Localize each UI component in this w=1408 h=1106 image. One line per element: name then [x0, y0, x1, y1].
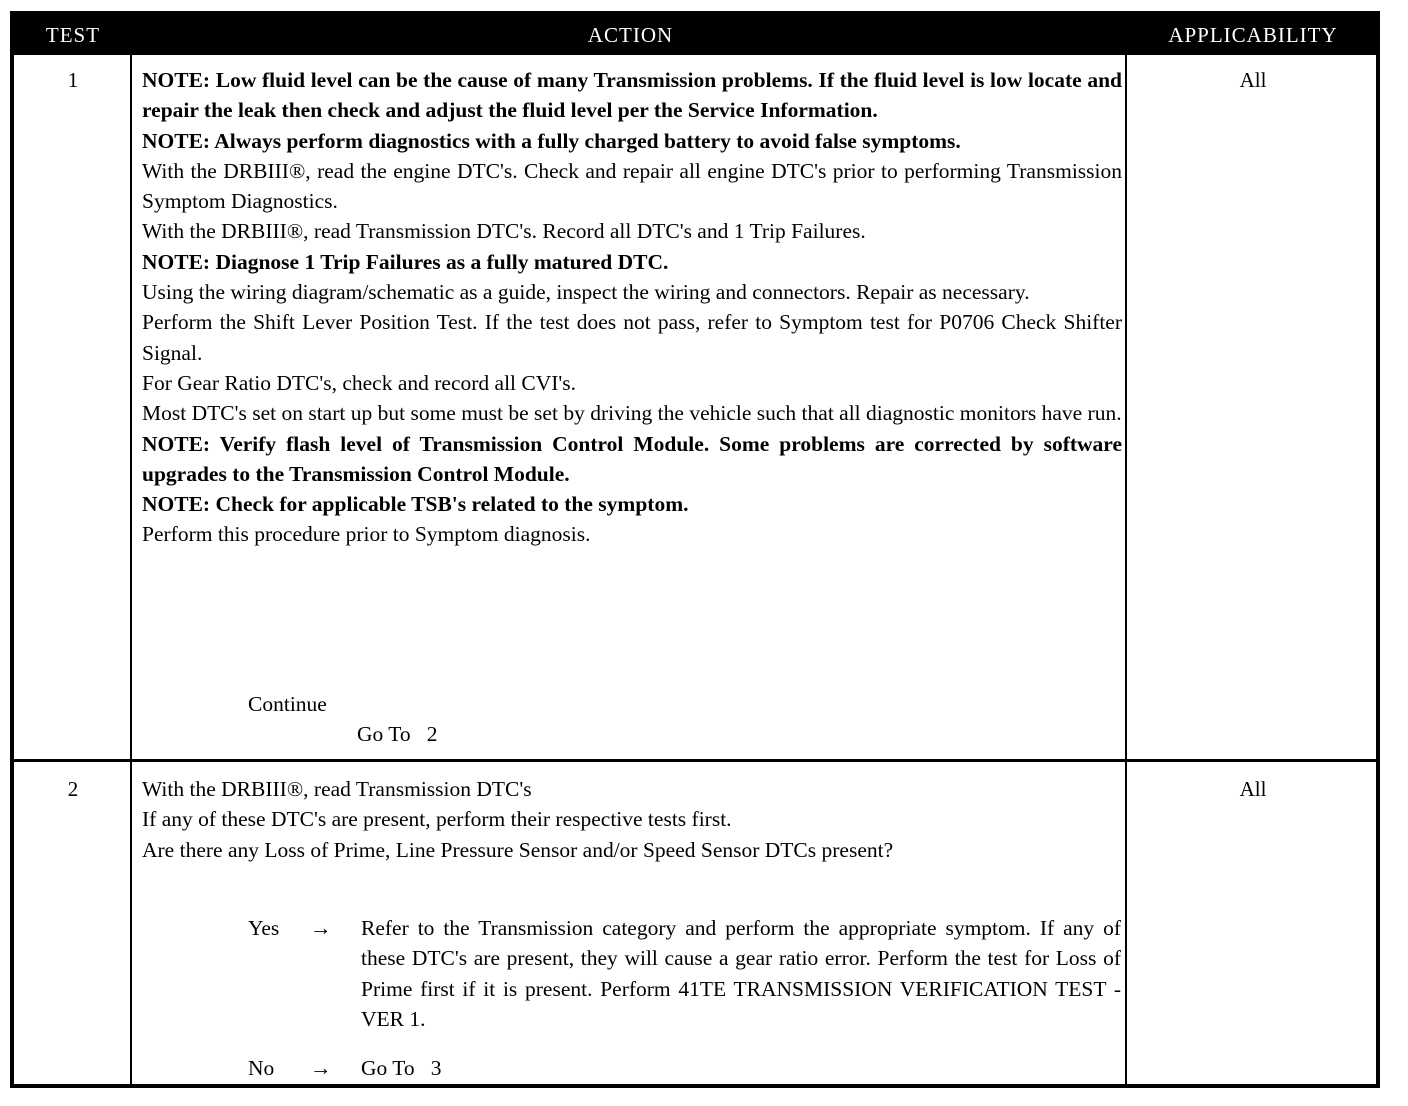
table-header [14, 15, 1376, 55]
goto-test-2-link[interactable]: Go To 2 [357, 722, 438, 746]
step-transmission-dtc: With the DRBIII®, read Transmission DTC's. Record all DTC's and 1 Trip Failures. [142, 219, 866, 244]
step-engine-dtc: With the DRBIII®, read the engine DTC's. Check and repair all engine DTC's prior to performing Transmission Symptom Diagnostics. [142, 158, 1122, 214]
diagnostic-table [10, 11, 1380, 1088]
note-flash-level: NOTE: Verify flash level of Transmission Control Module. Some problems are corrected by software upgrades to the Transmission Control Module. [142, 431, 1122, 486]
no-label: No [248, 1056, 275, 1080]
applicability-2: All [1239, 777, 1267, 801]
test-number-1: 1 [67, 68, 79, 92]
note-tsb: NOTE: Check for applicable TSB's related to the symptom. [142, 492, 689, 517]
header-action: ACTION [587, 23, 674, 47]
step-dtc-startup: Most DTC's set on start up but some must be set by driving the vehicle such that all diagnostic monitors have run. [142, 401, 1122, 426]
column-divider-test [130, 55, 132, 1084]
column-divider-applicability [1125, 55, 1127, 1084]
yes-arrow-icon: → [310, 916, 332, 940]
step-perform-tests-first: If any of these DTC's are present, perform their respective tests first. [142, 807, 732, 832]
note-trip-failures: NOTE: Diagnose 1 Trip Failures as a fully matured DTC. [142, 249, 669, 274]
action-cell-1 [142, 65, 1122, 550]
step-prior-procedure: Perform this procedure prior to Symptom diagnosis. [142, 522, 591, 547]
applicability-1: All [1239, 68, 1267, 92]
test-number-2: 2 [67, 777, 79, 801]
no-arrow-icon: → [310, 1056, 332, 1080]
header-test: TEST [45, 23, 101, 47]
note-charged-battery: NOTE: Always perform diagnostics with a fully charged battery to avoid false symptoms. [142, 128, 961, 153]
step-gear-ratio: For Gear Ratio DTC's, check and record all CVI's. [142, 370, 577, 395]
goto-test-3-link[interactable]: Go To 3 [361, 1056, 442, 1080]
note-low-fluid: NOTE: Low fluid level can be the cause of many Transmission problems. If the fluid level is low locate and repair the leak then check and adjust the fluid level per the Service Information. [142, 68, 1122, 123]
row-divider [14, 759, 1376, 762]
question-loss-of-prime: Are there any Loss of Prime, Line Pressure Sensor and/or Speed Sensor DTCs present? [142, 837, 894, 862]
yes-label: Yes [248, 916, 280, 940]
step-read-transmission-dtc: With the DRBIII®, read Transmission DTC's [142, 777, 532, 801]
step-inspect-wiring: Using the wiring diagram/schematic as a guide, inspect the wiring and connectors. Repair as necessary. [142, 280, 1030, 305]
header-applicability: APPLICABILITY [1168, 23, 1338, 47]
step-shift-lever-test: Perform the Shift Lever Position Test. If the test does not pass, refer to Symptom test for P0706 Check Shifter Signal. [142, 310, 1122, 365]
continue-label: Continue [248, 692, 327, 716]
action-cell-2 [142, 774, 1122, 865]
yes-answer-text: Refer to the Transmission category and perform the appropriate symptom. If any of these DTC's are present, they will cause a gear ratio error. Perform the test for Loss of Prime first if it is present. Perform 41TE TRANSMISSION VERIFICATION TEST - VER 1. [361, 916, 1121, 1031]
